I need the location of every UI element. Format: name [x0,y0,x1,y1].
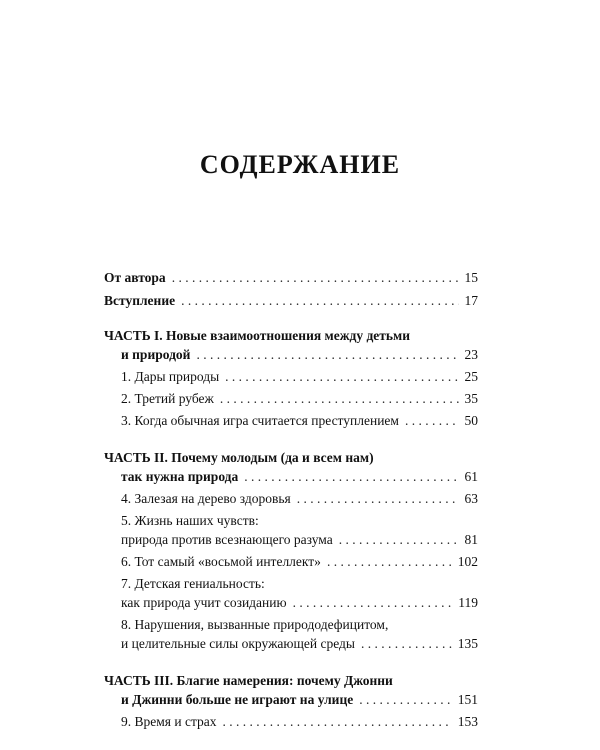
toc-entry-label: 4. Залезая на дерево здоровья [121,491,291,506]
toc-chapter-3[interactable] [104,411,478,430]
toc-entry-intro[interactable] [104,291,478,310]
page-title: СОДЕРЖАНИЕ [199,150,401,179]
toc-part-title[interactable]: ЧАСТЬ III. Благие намерения: почему Джонни [104,673,393,688]
leader-dots [297,489,459,508]
toc-page-number: 81 [464,532,478,547]
toc-chapter-6[interactable] [104,552,478,571]
toc-page-number: 17 [464,293,478,308]
toc-chapter-7-title[interactable]: 7. Детская гениальность: [121,576,265,591]
leader-dots [327,552,452,571]
toc-entry-label: Вступление [104,293,176,308]
toc-part-title[interactable]: ЧАСТЬ II. Почему молодым (да и всем нам) [104,450,374,465]
toc-entry-label: и природой [121,347,191,362]
toc-chapter-2[interactable] [104,389,478,408]
toc-chapter-9[interactable] [104,712,478,731]
toc-entry-label: 2. Третий рубеж [121,391,214,406]
toc-page-number: 35 [464,391,478,406]
leader-dots [293,593,453,612]
leader-dots [244,467,458,486]
leader-dots [220,389,459,408]
toc-page-number: 63 [464,491,478,506]
toc-part-title-continuation[interactable] [104,690,478,709]
toc-chapter-8-title[interactable]: 8. Нарушения, вызванные природодефицитом, [121,617,389,632]
toc-entry-label: как природа учит созиданию [121,595,287,610]
toc-page-number: 119 [458,595,478,610]
toc-entry-label: 1. Дары природы [121,369,220,384]
leader-dots [361,634,452,653]
toc-entry-label: От автора [104,270,166,285]
toc-page-number: 23 [464,347,478,362]
toc-chapter-5-title[interactable]: 5. Жизнь наших чувств: [121,513,259,528]
toc-entry-label: 6. Тот самый «восьмой интеллект» [121,554,321,569]
toc-entry-label: природа против всезнающего разума [121,532,333,547]
toc-chapter-5[interactable] [104,530,478,549]
leader-dots [172,268,459,287]
toc-page-number: 153 [457,714,478,729]
leader-dots [339,530,459,549]
toc-entry-label: так нужна природа [121,469,239,484]
toc-page-number: 50 [464,413,478,428]
leader-dots [223,712,452,731]
toc-page-number: 151 [457,692,478,707]
toc-part-title[interactable]: ЧАСТЬ I. Новые взаимоотношения между детьми [104,328,411,343]
leader-dots [181,291,458,310]
toc-entry-label: 3. Когда обычная игра считается преступлением [121,413,399,428]
toc-entry-label: и целительные силы окружающей среды [121,636,355,651]
toc-chapter-7[interactable] [104,593,478,612]
toc-page-number: 25 [464,369,478,384]
leader-dots [225,367,458,386]
toc-page-number: 15 [464,270,478,285]
toc-entry-from-author[interactable] [104,268,478,287]
leader-dots [196,345,458,364]
toc-page-number: 135 [457,636,478,651]
toc-page-number: 61 [464,469,478,484]
leader-dots [359,690,452,709]
leader-dots [405,411,459,430]
toc-entry-label: и Джинни больше не играют на улице [121,692,354,707]
table-of-contents [104,268,478,731]
toc-entry-label: 9. Время и страх [121,714,217,729]
toc-chapter-1[interactable] [104,367,478,386]
toc-chapter-4[interactable] [104,489,478,508]
toc-part-title-continuation[interactable] [104,345,478,364]
toc-chapter-8[interactable] [104,634,478,653]
toc-part-title-continuation[interactable] [104,467,478,486]
toc-page-number: 102 [457,554,478,569]
